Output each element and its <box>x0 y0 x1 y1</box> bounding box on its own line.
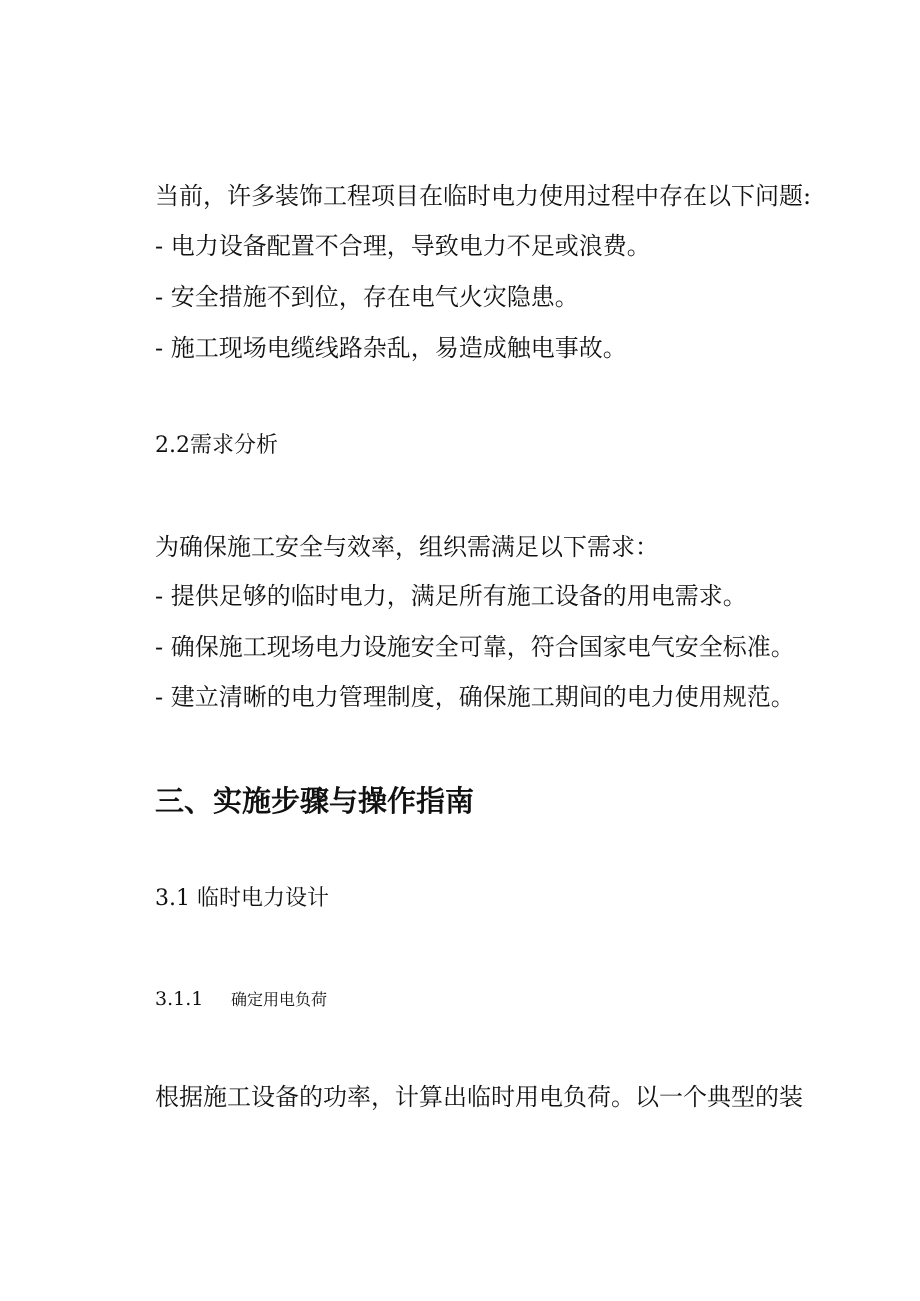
section-heading-2-2: 2.2需求分析 <box>155 433 278 458</box>
requirement-item: - 提供足够的临时电力，满足所有施工设备的用电需求。 <box>155 582 747 610</box>
requirement-item: - 建立清晰的电力管理制度，确保施工期间的电力使用规范。 <box>155 683 795 711</box>
problem-item: - 施工现场电缆线路杂乱，易造成触电事故。 <box>155 334 627 362</box>
problem-item: - 安全措施不到位，存在电气火灾隐患。 <box>155 283 579 311</box>
section-number: 3.1.1 <box>155 988 204 1010</box>
problem-item: - 电力设备配置不合理，导致电力不足或浪费。 <box>155 232 651 260</box>
section-title: 确定用电负荷 <box>231 990 328 1009</box>
problems-intro: 当前，许多装饰工程项目在临时电力使用过程中存在以下问题: <box>155 182 812 210</box>
load-paragraph: 根据施工设备的功率，计算出临时用电负荷。以一个典型的装 <box>155 1083 803 1111</box>
chapter-heading-3: 三、实施步骤与操作指南 <box>155 784 475 818</box>
requirement-item: - 确保施工现场电力设施安全可靠，符合国家电气安全标准。 <box>155 633 795 661</box>
section-heading-3-1: 3.1 临时电力设计 <box>155 886 329 911</box>
requirements-intro: 为确保施工安全与效率，组织需满足以下需求： <box>155 533 659 561</box>
section-heading-3-1-1 <box>155 987 327 1012</box>
